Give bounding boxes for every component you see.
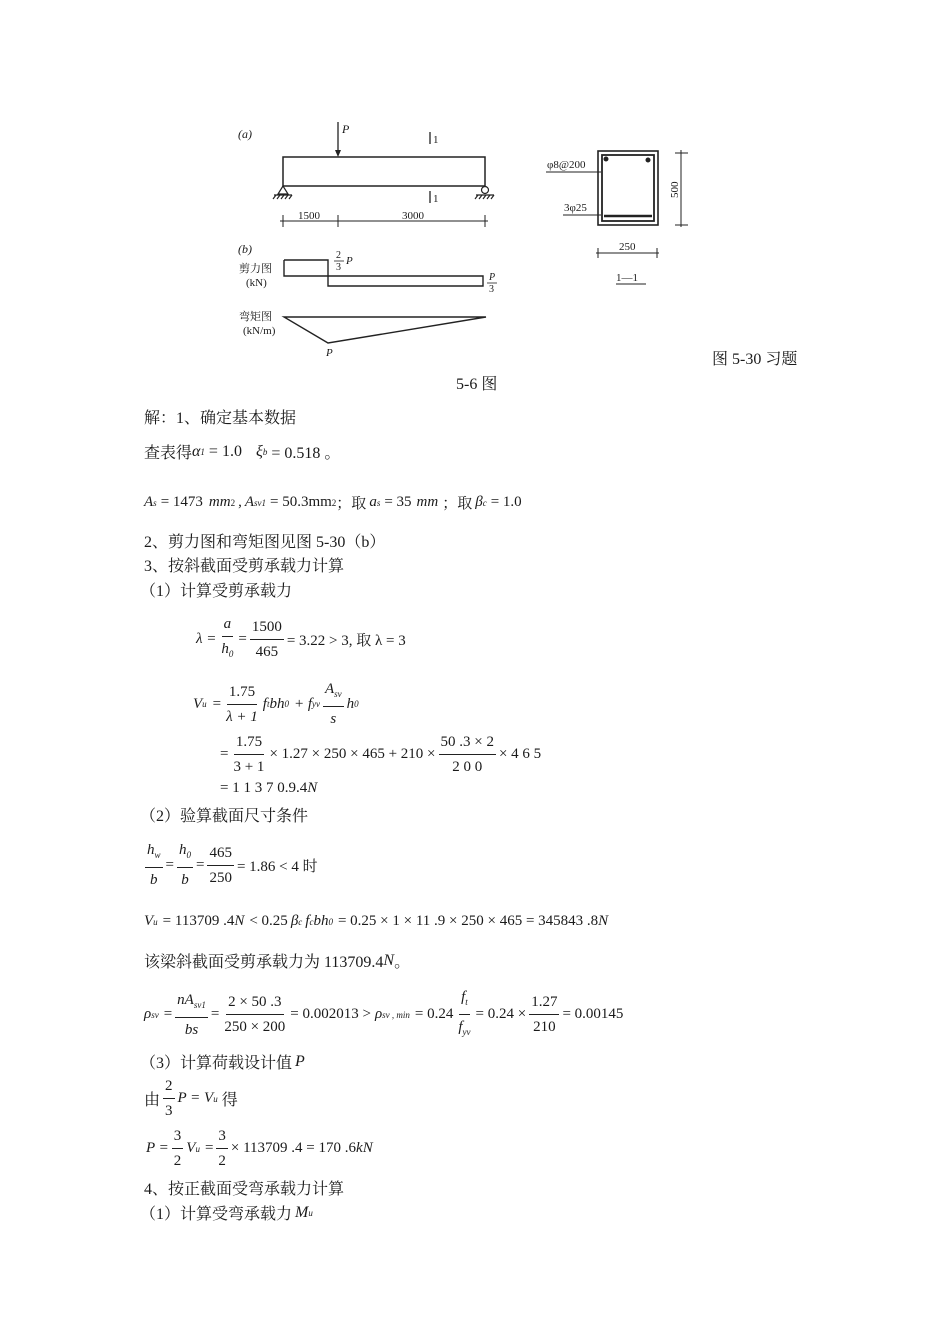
step3-2-title: （2）验算截面尺寸条件 [140, 808, 309, 825]
vu-line3: = 1 1 3 7 0.9.4 [220, 780, 308, 796]
frac-numerator: 3 [172, 1124, 184, 1149]
cross-section [598, 151, 658, 225]
lambda-eq: = [238, 630, 247, 647]
hw-eq2: = [195, 856, 205, 873]
frac-numerator: 1.27 [529, 990, 559, 1015]
lambda-lhs: λ = [196, 630, 217, 647]
step1-title: 解：1、确定基本数据 [144, 410, 297, 427]
shear-diagram-unit: (kN) [246, 277, 267, 289]
vu-line2-tail: × 4 6 5 [498, 746, 542, 762]
frac-numerator: 50 .3 × 2 [439, 730, 496, 755]
frac-numerator: 1.75 [234, 730, 264, 755]
shear-right-num: P [489, 272, 496, 283]
vu-check-n1: N [234, 913, 245, 929]
vu-check-text2: < 0.25 [249, 913, 288, 929]
vu-l2-frac-1 [231, 730, 266, 779]
As-exp: 2 [230, 497, 236, 508]
p-equation: P = $\frac{3}{2}$ V u = $\frac{3}{2}$ × 113709 .4 = 170 .6 kN [146, 1124, 373, 1173]
moment-diagram-label: 弯矩图 [239, 311, 272, 323]
frac-numerator: 465 [207, 841, 234, 866]
vu-check-beta: β [290, 913, 299, 929]
p-lhs: P = [146, 1140, 169, 1156]
frac-denominator: 3 + 1 [233, 759, 265, 775]
rho-mid: = 0.002013 > [290, 1006, 371, 1022]
shear-left-den: 3 [336, 262, 341, 273]
As-value: = 1473 [160, 494, 203, 510]
frac-numerator: a [222, 612, 234, 637]
beta-value: = 1.0 [490, 494, 522, 510]
panel-a-label: (a) [238, 127, 252, 141]
vu-check-lhs: V [144, 913, 154, 929]
p-tail: × 113709 .4 = 170 .6 [230, 1140, 357, 1156]
frac-denominator: s [330, 711, 337, 727]
hw-frac-3 [207, 841, 234, 890]
As-sub: s [153, 497, 157, 508]
take-as-prefix: ；取 [336, 496, 367, 512]
as-symbol: a [369, 494, 377, 510]
load-arrow [335, 122, 341, 157]
step3-3-var: P [295, 1052, 305, 1070]
lambda-equation [196, 612, 406, 666]
Asv-sub: sv1 [254, 497, 266, 508]
frac-denominator: 465 [255, 643, 279, 660]
vu-line3-unit: N [307, 780, 318, 796]
lambda-rest: = 3.22 > 3, 取 λ = 3 [286, 632, 406, 649]
comma: , [238, 494, 242, 510]
as-sub: s [376, 497, 381, 508]
step3-3-title [140, 1050, 305, 1073]
frac-numerator: 1500 [250, 615, 284, 640]
frac-denominator: b [150, 872, 158, 888]
frac-denominator: bs [184, 1021, 199, 1038]
As-unit: mm [208, 494, 231, 510]
frac-numerator: $nA_{sv1}$ [175, 988, 208, 1018]
rho-frac-3 [456, 985, 472, 1044]
p-eq: = [204, 1140, 214, 1156]
As-symbol: A [144, 494, 154, 510]
shear-capacity-line [144, 949, 410, 972]
rho-min: ρ [374, 1006, 383, 1022]
Asv-symbol: A [244, 494, 254, 510]
step4-1-var: M [295, 1203, 309, 1221]
frac-denominator: λ + 1 [226, 708, 258, 725]
frac-denominator: 250 × 200 [224, 1019, 286, 1035]
lambda-frac-2 [250, 615, 284, 664]
p-unit: kN [356, 1140, 373, 1156]
vu-check-text3: = 0.25 × 1 × 11 .9 × 250 × 465 = 345843 .8 [337, 913, 599, 929]
caption-right: 图 5-30 习题 [712, 351, 798, 368]
rho-frac-4 [529, 990, 559, 1039]
frac-numerator: $h_w$ [145, 838, 163, 868]
caption-center: 5-6 图 [456, 376, 498, 393]
section-mark-bottom: 1 [433, 193, 439, 205]
beam-figure [0, 0, 950, 400]
from-equation: 由 $\frac{2}{3}$ P = V u 得 [144, 1074, 238, 1123]
frac-denominator: 210 [533, 1019, 556, 1035]
lambda-frac-1 [219, 612, 235, 666]
vu-bh: bh [269, 695, 285, 712]
height-dim-label: 500 [669, 181, 681, 198]
frac-numerator: 3 [216, 1124, 228, 1149]
width-dim-label: 250 [619, 241, 636, 253]
shear-capacity-text: 该梁斜截面受剪承载力为 113709.4 [144, 954, 384, 971]
shear-capacity-unit: N [383, 951, 395, 969]
xi-symbol: ξ [255, 442, 263, 460]
rho-frac-1 [175, 988, 208, 1042]
beta-symbol: β [475, 494, 483, 510]
take-beta-prefix: ；取 [442, 496, 473, 512]
hw-equation [142, 838, 318, 892]
rho-eq2: = [210, 1006, 220, 1022]
from-frac [163, 1074, 175, 1123]
vu-check-bh: bh [313, 913, 329, 929]
hw-eq1: = [165, 856, 174, 873]
step3-3-text: （3）计算荷载设计值 [140, 1055, 293, 1072]
frac-numerator: $h_0$ [177, 838, 193, 868]
panel-b-label: (b) [238, 242, 252, 256]
frac-denominator: 3 [165, 1103, 173, 1119]
frac-numerator: $A_{sv}$ [323, 677, 344, 707]
rho-eq: = [163, 1006, 173, 1022]
stirrup-label: φ8@200 [547, 159, 586, 171]
hw-frac-1 [145, 838, 163, 892]
hw-frac-2 [177, 838, 193, 892]
pin-support [273, 186, 292, 199]
moment-diagram [284, 317, 486, 343]
section-name: 1—1 [616, 272, 638, 284]
vu-eq: = [212, 695, 222, 712]
frac-numerator: 2 [163, 1074, 175, 1099]
frac-numerator: 1.75 [227, 680, 257, 705]
shear-left-var: P [346, 255, 353, 267]
p-frac-1 [172, 1124, 184, 1173]
from-suffix: 得 [221, 1092, 238, 1109]
vu-equation-line1: V u = $\frac{1.75}{\lambda + 1}$ f t bh 0 + f yv $\frac{A_{sv}}{s}$ h 0 [193, 677, 359, 731]
lookup-prefix: 查表得 [144, 445, 193, 462]
moment-diagram-unit: (kN/m) [243, 325, 276, 337]
load-label: P [342, 122, 350, 136]
rho-mid3: = 0.24 × [475, 1006, 527, 1022]
vu-plus-fyv: + f [293, 695, 312, 712]
vu-l2-frac-2 [439, 730, 496, 779]
vu-frac-1 [224, 680, 260, 729]
frac-denominator: $h_0$ [221, 641, 234, 659]
vu-equation-line2 [220, 730, 541, 779]
frac-numerator: 2 × 50 .3 [226, 990, 283, 1015]
frac-denominator: 2 [173, 1153, 182, 1169]
vu-check-n2: N [598, 913, 609, 929]
as-line [144, 492, 522, 513]
Asv-exp: 2 [331, 497, 337, 508]
beta-sub: c [482, 497, 487, 508]
rho-mid2: = 0.24 [414, 1006, 454, 1022]
rho-frac-2 [222, 990, 287, 1039]
shear-left-num: 2 [336, 250, 341, 261]
frac-denominator: 2 0 0 [452, 759, 483, 775]
frac-denominator: $f_{yv}$ [458, 1019, 471, 1037]
step3-title: 3、按斜截面受剪承载力计算 [144, 558, 345, 575]
p-frac-2 [216, 1124, 228, 1173]
lookup-line [144, 440, 340, 463]
shear-right-den: 3 [489, 284, 494, 295]
vu-check-text1: = 113709 .4 [162, 913, 235, 929]
frac-denominator: 250 [209, 869, 232, 886]
frac-denominator: 2 [218, 1153, 226, 1169]
from-body: P = V [177, 1090, 214, 1106]
dim-right: 3000 [402, 210, 424, 222]
vu-line2-mid: × 1.27 × 250 × 465 + 210 × [269, 746, 436, 762]
vu-check-line: V u = 113709 .4 N < 0.25 β c f c bh 0 = 0.25 × 1 × 11 .9 × 250 × 465 = 345843 .8 N [144, 913, 609, 929]
frac-denominator: b [181, 872, 189, 888]
vu-equation-line3 [220, 780, 317, 797]
shear-capacity-end: 。 [394, 954, 411, 971]
shear-diagram [284, 260, 483, 286]
rho-lhs: ρ [144, 1006, 152, 1022]
vu-frac-2 [323, 677, 344, 731]
step2-title: 2、剪力图和弯矩图见图 5-30（b） [144, 534, 386, 551]
alpha-sub: 1 [200, 446, 205, 457]
rho-tail: = 0.00145 [562, 1006, 624, 1022]
vu-h0: h [346, 695, 355, 712]
step3-1-title: （1）计算受剪承载力 [140, 583, 293, 600]
xi-sub: b [262, 446, 268, 457]
rebar-label: 3φ25 [564, 202, 587, 214]
hw-rest: = 1.86 < 4 时 [236, 858, 318, 875]
roller-support [475, 187, 494, 200]
as-value: = 35 [384, 494, 412, 510]
beam [283, 157, 485, 186]
vu-lhs: V [193, 695, 203, 712]
vu-ft: f [262, 695, 267, 712]
xi-value: = 0.518 。 [271, 445, 341, 462]
dim-left: 1500 [298, 210, 320, 222]
section-mark-top: 1 [433, 134, 439, 146]
shear-diagram-label: 剪力图 [239, 263, 272, 275]
step4-1-title: （1）计算受弯承载力 M u [140, 1201, 313, 1224]
step4-1-text: （1）计算受弯承载力 [140, 1206, 293, 1223]
rho-equation: ρ sv = $\frac{nA_{sv1}}{bs}$ = $\frac{2 \times 50 .3}{250 \times 200}$ = 0.002013 > ρ sv , min = 0.24 $\frac{f_t}{f_{yv}}$ = 0.24 × $\frac{1.27}{210}$ = 0.00145 [144, 985, 623, 1044]
as-unit: mm [416, 494, 439, 510]
moment-peak-label: P [326, 347, 333, 359]
step4-title: 4、按正截面受弯承载力计算 [144, 1181, 345, 1198]
vu-check-fc: f [305, 913, 310, 929]
from-prefix: 由 [144, 1092, 161, 1109]
Asv-value: = 50.3mm [270, 494, 332, 510]
p-vu: V [186, 1140, 196, 1156]
vu-line2-eq: = [220, 746, 229, 762]
frac-numerator: $f_t$ [459, 985, 470, 1015]
alpha-value: = 1.0 [208, 442, 242, 460]
alpha-symbol: α [192, 442, 201, 460]
